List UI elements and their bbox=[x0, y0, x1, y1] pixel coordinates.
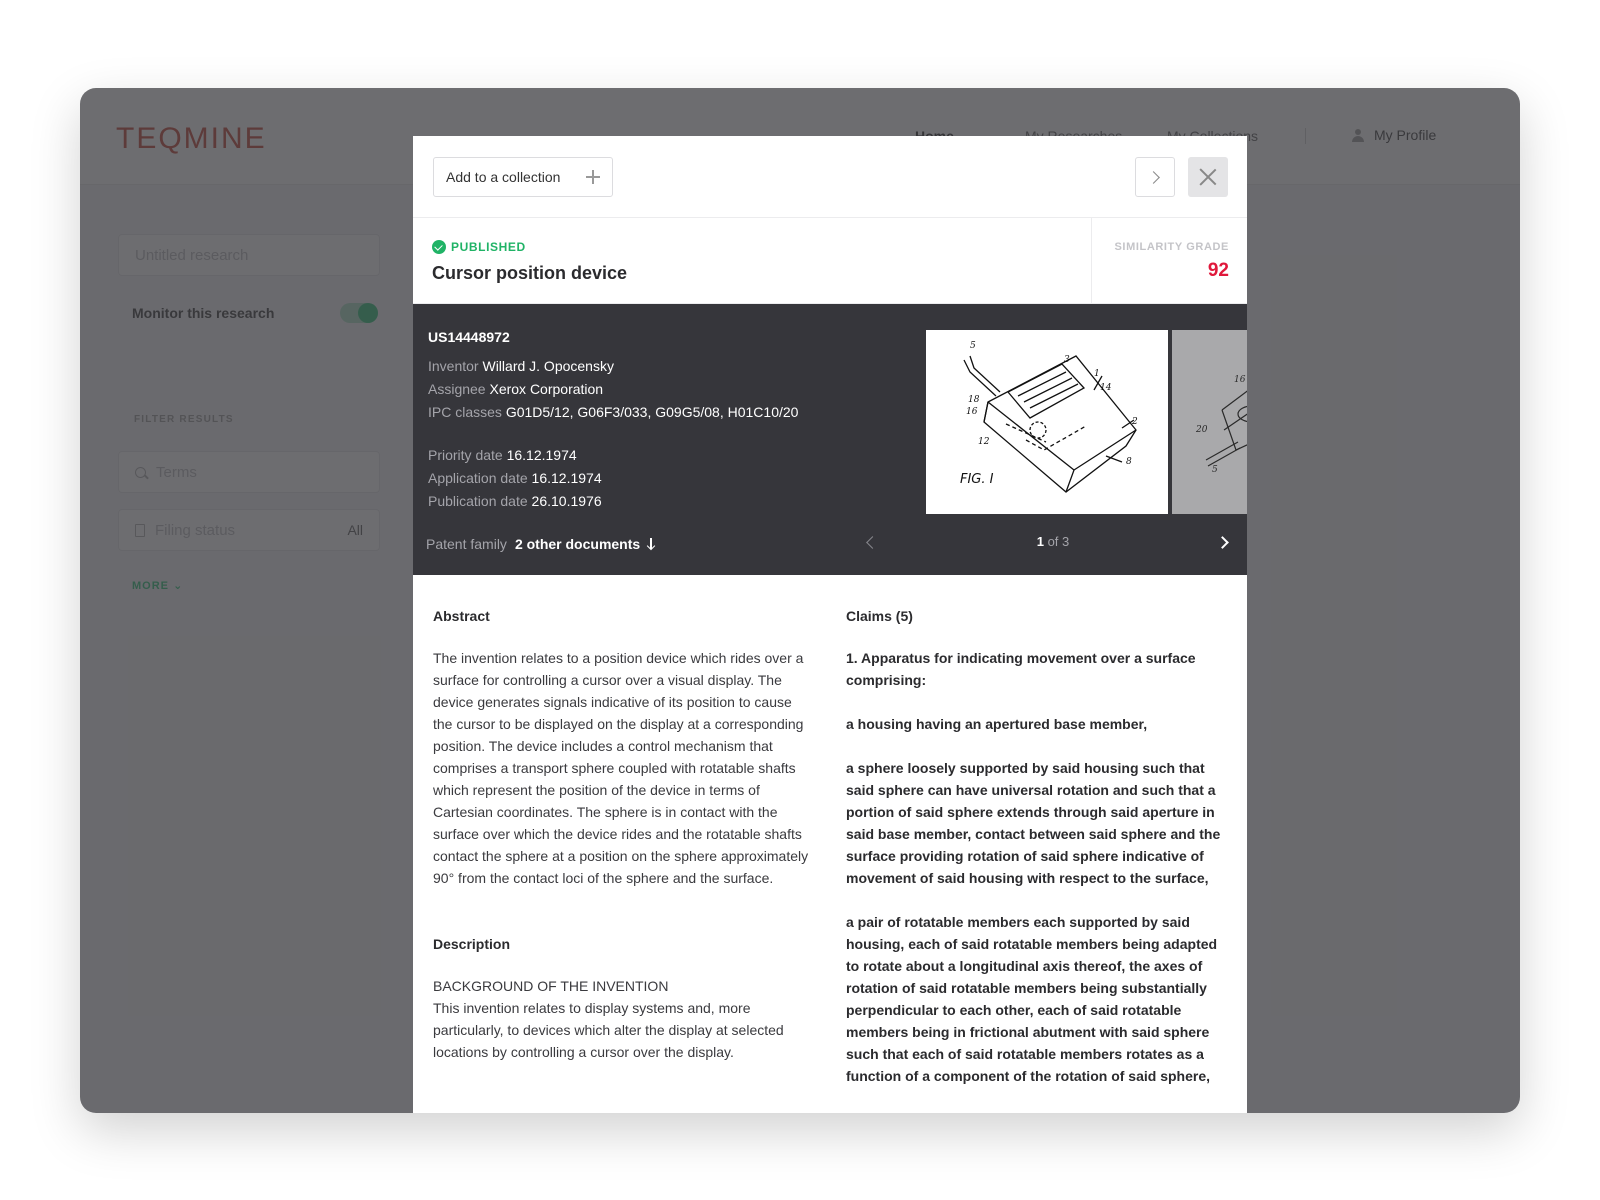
add-to-collection-button[interactable] bbox=[433, 157, 613, 197]
plus-icon bbox=[586, 170, 600, 184]
patent-family-link-label: 2 other documents bbox=[514, 536, 641, 552]
application-date-value: 16.12.1974 bbox=[531, 470, 602, 486]
svg-text:18: 18 bbox=[968, 395, 980, 405]
claims-heading: Claims (5) bbox=[846, 608, 913, 624]
claim-paragraph: a sphere loosely supported by said housing such that said sphere can have universal rotation and such that a portion of said sphere extends through said aperture in said base member, contact between said sphere and the surface providing rotation of said sphere indicative of movement of said housing with respect to the surface, bbox=[846, 760, 1221, 886]
close-button[interactable] bbox=[1188, 157, 1228, 197]
abstract-heading: Abstract bbox=[433, 608, 490, 624]
svg-text:5: 5 bbox=[1212, 465, 1218, 475]
add-to-collection-label: Add to a collection bbox=[446, 169, 561, 185]
assignee-value: Xerox Corporation bbox=[489, 381, 604, 397]
gallery-prev-button[interactable] bbox=[860, 532, 880, 552]
svg-text:8: 8 bbox=[1126, 457, 1132, 467]
svg-text:3: 3 bbox=[1064, 355, 1070, 365]
description-subheading: BACKGROUND OF THE INVENTION bbox=[433, 978, 669, 994]
patent-family-row bbox=[426, 536, 656, 552]
priority-date-row bbox=[428, 444, 908, 467]
svg-text:14: 14 bbox=[1100, 383, 1112, 393]
publication-date-value: 26.10.1976 bbox=[531, 493, 602, 509]
next-document-button[interactable] bbox=[1135, 157, 1175, 197]
status-badge bbox=[432, 240, 526, 254]
patent-modal bbox=[413, 136, 1247, 1113]
title-row bbox=[413, 218, 1247, 304]
metadata-band bbox=[413, 304, 1247, 575]
ipc-row bbox=[428, 401, 908, 424]
gallery-current: 1 bbox=[1036, 534, 1044, 549]
svg-text:12: 12 bbox=[978, 437, 990, 447]
assignee-label: Assignee bbox=[428, 381, 486, 397]
application-date-label: Application date bbox=[428, 470, 528, 486]
ipc-value: G01D5/12, G06F3/033, G09G5/08, H01C10/20 bbox=[505, 404, 799, 420]
application-date-row bbox=[428, 467, 908, 490]
description-heading: Description bbox=[433, 936, 511, 952]
left-column bbox=[433, 605, 815, 1063]
patent-drawing-next-figure bbox=[1172, 330, 1247, 514]
patent-drawing-next[interactable] bbox=[1172, 330, 1247, 514]
priority-date-value: 16.12.1974 bbox=[506, 447, 577, 463]
svg-text:16: 16 bbox=[966, 407, 978, 417]
inventor-label: Inventor bbox=[428, 358, 479, 374]
similarity-grade-panel bbox=[1091, 218, 1247, 304]
publication-date-label: Publication date bbox=[428, 493, 528, 509]
arrow-down-icon bbox=[646, 538, 656, 550]
claims-column bbox=[846, 605, 1228, 1109]
patent-drawing-current[interactable] bbox=[926, 330, 1168, 514]
claim-paragraph: a pair of rotatable members each supported by said housing, each of said rotatable members being adapted to rotate about a longitudinal axis thereof, the axes of rotation of said rotatable members being substantially perpendicular to each other, each of said rotatable members being in frictional abutment with said sphere such that each of said rotatable members rotates as a function of a component of the rotation of said sphere, bbox=[846, 914, 1218, 1084]
svg-text:2: 2 bbox=[1132, 417, 1138, 427]
publication-number[interactable]: US14448972 bbox=[428, 329, 510, 345]
dates-block bbox=[428, 444, 908, 513]
gallery-total: of 3 bbox=[1047, 534, 1070, 549]
assignee-row bbox=[428, 378, 908, 401]
chevron-right-icon bbox=[1216, 536, 1229, 549]
claim-paragraph: a housing having an apertured base member, bbox=[846, 716, 1148, 732]
svg-text:1: 1 bbox=[1094, 369, 1100, 379]
close-icon bbox=[1199, 168, 1217, 186]
status-label: PUBLISHED bbox=[451, 240, 526, 254]
similarity-grade-value: 92 bbox=[1207, 260, 1229, 281]
modal-header bbox=[413, 136, 1247, 218]
patent-family-link[interactable] bbox=[515, 536, 656, 552]
ipc-label: IPC classes bbox=[428, 404, 502, 420]
gallery-counter bbox=[1013, 534, 1093, 549]
svg-text:5: 5 bbox=[970, 341, 976, 351]
svg-text:16: 16 bbox=[1234, 375, 1246, 385]
patent-family-label: Patent family bbox=[426, 536, 507, 552]
patent-drawing-figure bbox=[926, 330, 1168, 514]
publication-date-row bbox=[428, 490, 908, 513]
document-body bbox=[413, 575, 1247, 1113]
inventor-row bbox=[428, 355, 908, 378]
description-text: This invention relates to display systems and, more particularly, to devices which alter the display at selected locations by controlling a cursor over the display. bbox=[433, 1000, 784, 1060]
priority-date-label: Priority date bbox=[428, 447, 503, 463]
claim-paragraph: 1. Apparatus for indicating movement over a surface comprising: bbox=[846, 650, 1196, 688]
inventor-value: Willard J. Opocensky bbox=[482, 358, 614, 374]
similarity-grade-label: SIMILARITY GRADE bbox=[1114, 241, 1229, 253]
svg-text:20: 20 bbox=[1196, 425, 1208, 435]
metadata-list bbox=[428, 326, 908, 513]
chevron-right-icon bbox=[1147, 171, 1160, 184]
app-window bbox=[80, 88, 1520, 1113]
gallery-next-button[interactable] bbox=[1214, 532, 1234, 552]
chevron-left-icon bbox=[866, 536, 879, 549]
abstract-text: The invention relates to a position device which rides over a surface for controlling a cursor over a visual display. The device generates signals indicative of its position to cause the cursor to be displayed on the display at a corresponding position. The device includes a control mechanism that comprises a transport sphere coupled with rotatable shafts which represent the position of the device in terms of Cartesian coordinates. The sphere is in contact with the surface over which the device rides and the rotatable shafts contact the sphere at a position on the sphere approximately 90° from the contact loci of the sphere and the surface. bbox=[433, 650, 809, 886]
document-title: Cursor position device bbox=[432, 263, 628, 283]
figure-label: FIG. I bbox=[960, 472, 994, 487]
check-circle-icon bbox=[432, 240, 446, 254]
